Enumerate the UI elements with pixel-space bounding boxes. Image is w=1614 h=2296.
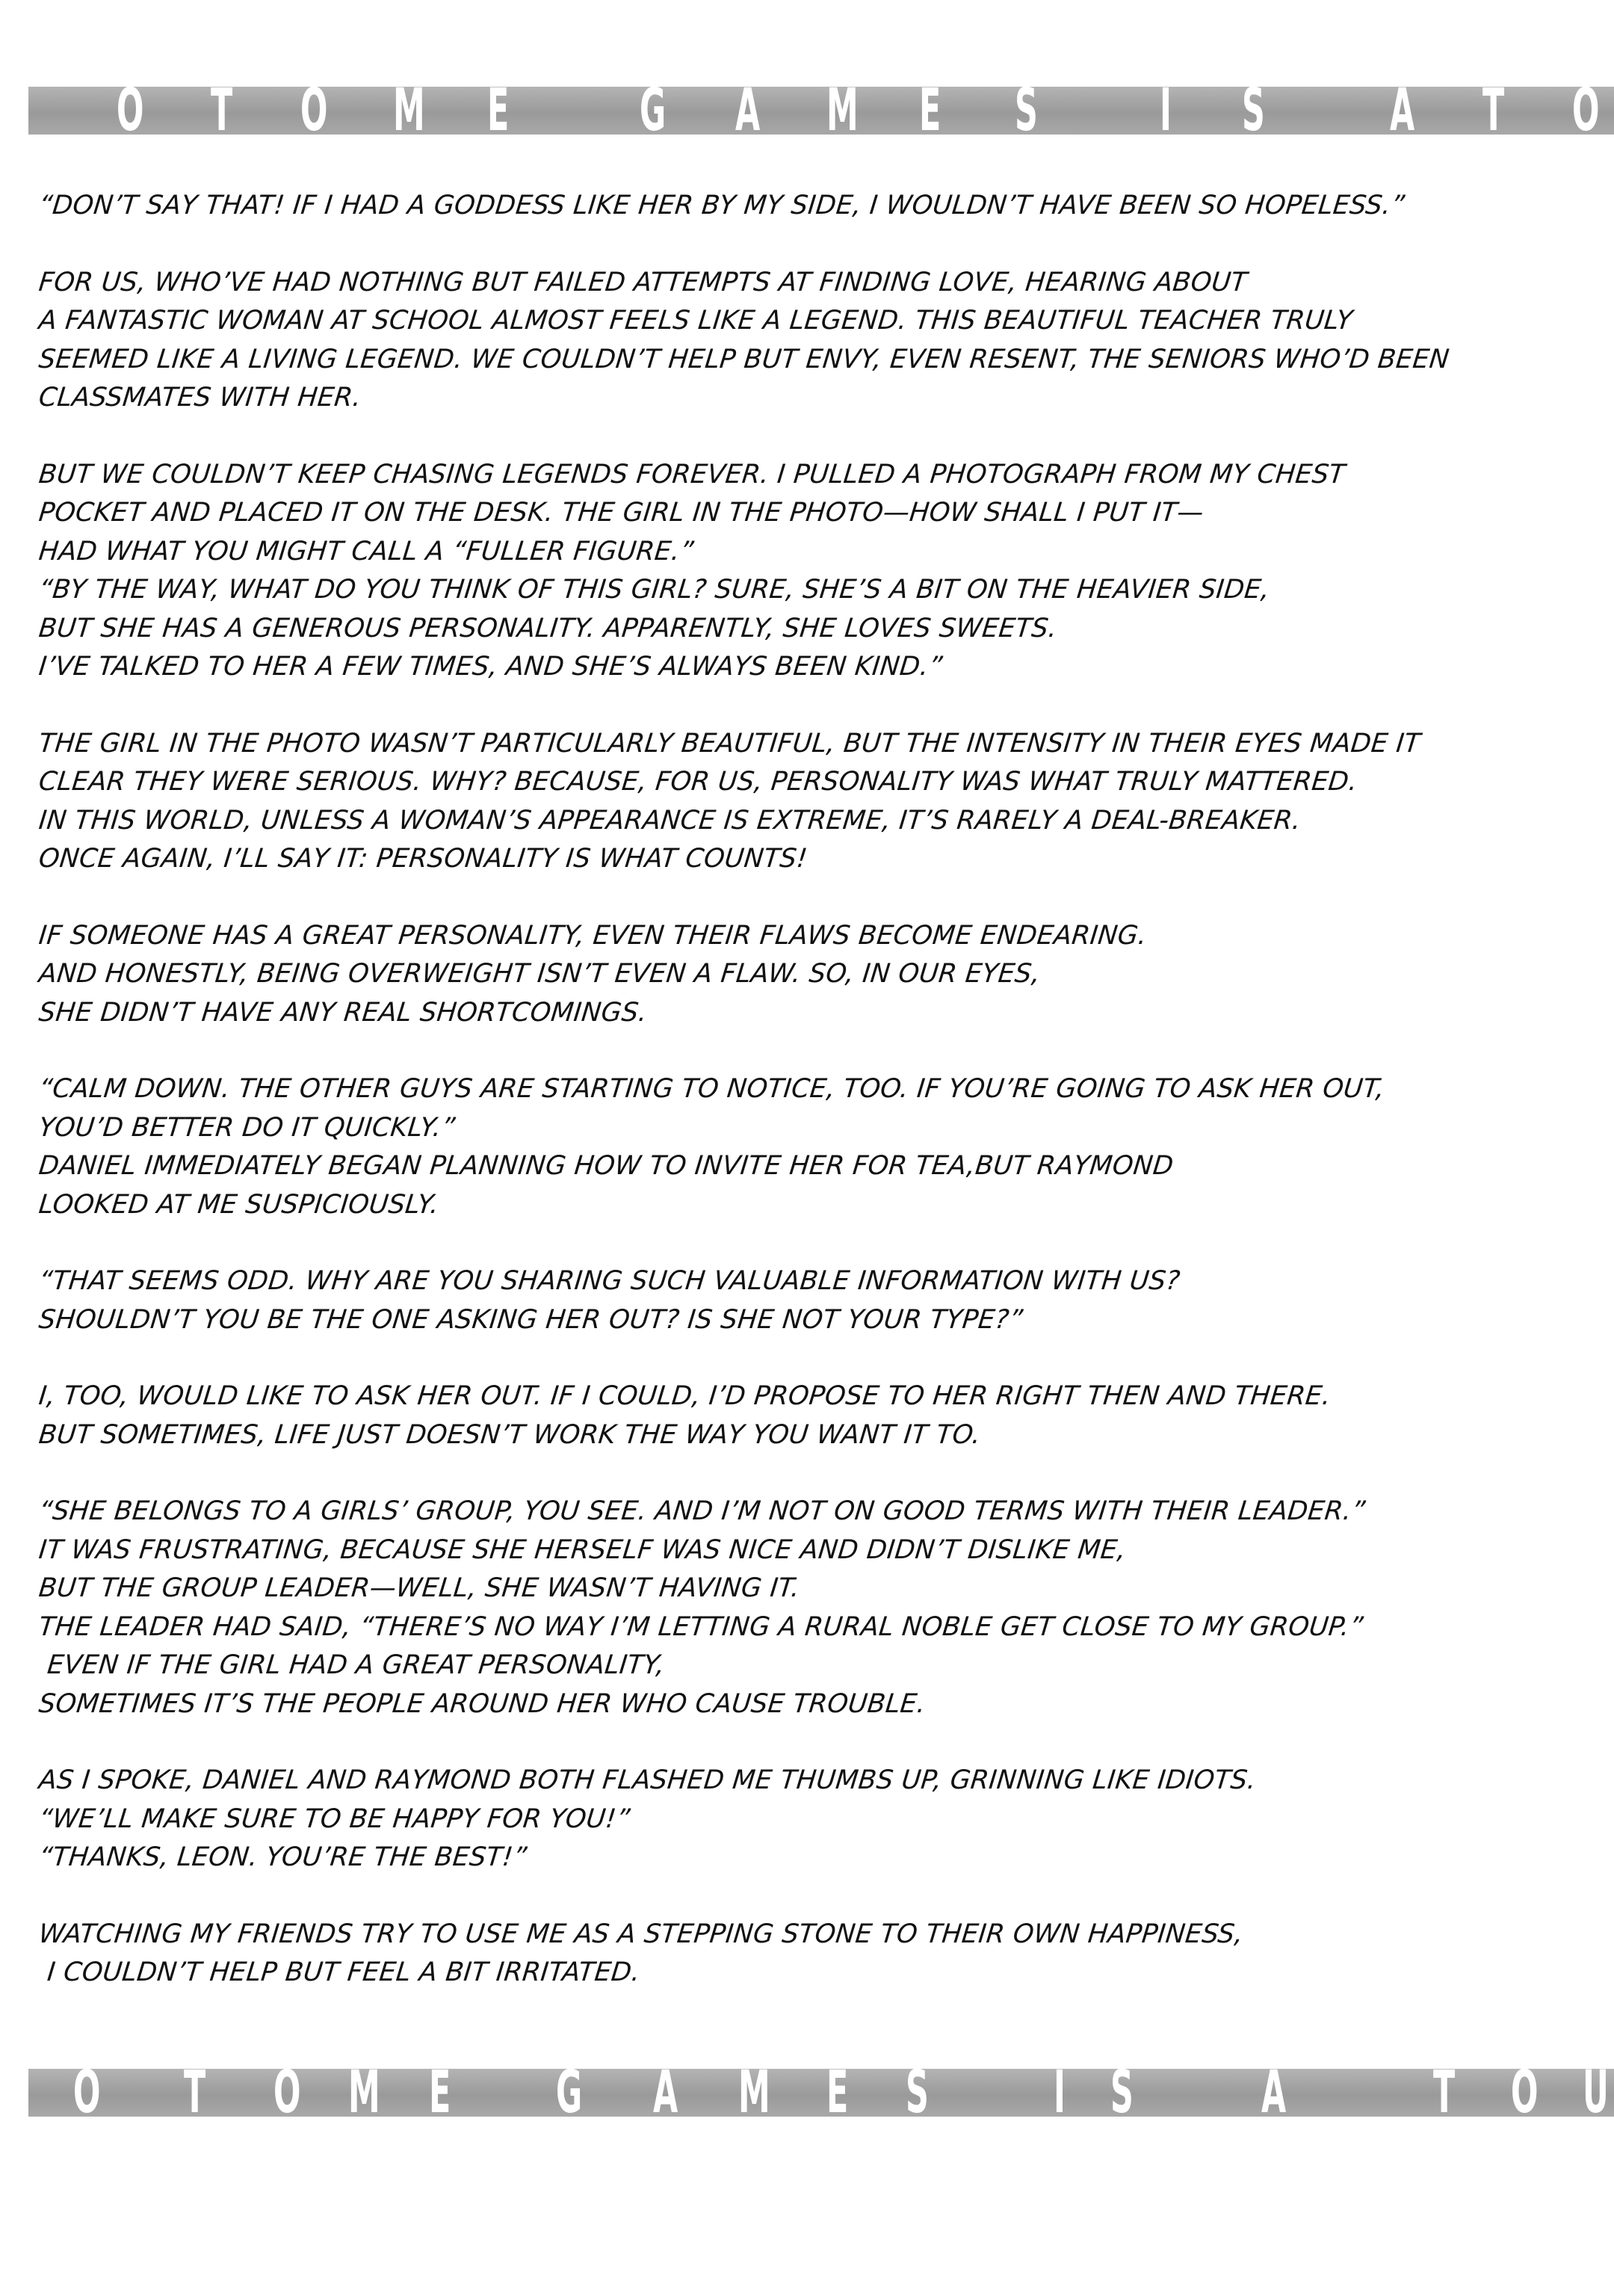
- paragraph: [39, 1493, 1593, 1723]
- banner-letter: S: [906, 2069, 929, 2117]
- text-line: SHE DIDN’T HAVE ANY REAL SHORTCOMINGS.: [37, 997, 649, 1028]
- banner-letter: S: [1242, 87, 1265, 135]
- text-line: DANIEL IMMEDIATELY BEGAN PLANNING HOW TO INVITE HER FOR TEA,BUT RAYMOND: [37, 1151, 1175, 1181]
- banner-letter: U: [1583, 2069, 1609, 2117]
- paragraph: [39, 1262, 1593, 1339]
- text-line: THE LEADER HAD SAID, “THERE’S NO WAY I’M LETTING A RURAL NOBLE GET CLOSE TO MY GROUP.”: [37, 1611, 1365, 1642]
- banner-letter: A: [1261, 2069, 1287, 2117]
- banner-letter: M: [738, 2069, 770, 2117]
- text-line: BUT WE COULDN’T KEEP CHASING LEGENDS FOREVER. I PULLED A PHOTOGRAPH FROM MY CHEST: [37, 459, 1347, 490]
- text-line: BUT THE GROUP LEADER—WELL, SHE WASN’T HAVING IT.: [37, 1573, 802, 1603]
- banner-letter: M: [348, 2069, 380, 2117]
- paragraph: [39, 725, 1593, 879]
- text-line: I COULDN’T HELP BUT FEEL A BIT IRRITATED.: [37, 1957, 642, 1987]
- text-line: LOOKED AT ME SUSPICIOUSLY.: [37, 1189, 441, 1220]
- banner-letter: M: [393, 87, 425, 135]
- text-line: AND HONESTLY, BEING OVERWEIGHT ISN’T EVEN A FLAW. SO, IN OUR EYES,: [37, 959, 1042, 989]
- header-banner: [28, 87, 1614, 135]
- banner-letter: S: [1015, 87, 1038, 135]
- banner-letter: O: [117, 87, 144, 135]
- paragraph: [39, 187, 1593, 226]
- text-line: HAD WHAT YOU MIGHT CALL A “FULLER FIGURE.”: [37, 536, 696, 567]
- paragraph: [39, 1916, 1593, 1993]
- banner-letter: E: [429, 2069, 451, 2117]
- text-line: “BY THE WAY, WHAT DO YOU THINK OF THIS GIRL? SURE, SHE’S A BIT ON THE HEAVIER SIDE,: [37, 575, 1272, 605]
- paragraph: [39, 1070, 1593, 1224]
- banner-letter: O: [300, 87, 328, 135]
- text-line: BUT SHE HAS A GENEROUS PERSONALITY. APPARENTLY, SHE LOVES SWEETS.: [37, 613, 1059, 644]
- text-line: I’VE TALKED TO HER A FEW TIMES, AND SHE’S ALWAYS BEEN KIND.”: [37, 652, 944, 682]
- text-line: “CALM DOWN. THE OTHER GUYS ARE STARTING TO NOTICE, TOO. IF YOU’RE GOING TO ASK HER OUT,: [37, 1074, 1386, 1104]
- text-line: “WE’LL MAKE SURE TO BE HAPPY FOR YOU!”: [37, 1803, 632, 1834]
- text-line: I, TOO, WOULD LIKE TO ASK HER OUT. IF I COULD, I’D PROPOSE TO HER RIGHT THEN AND THERE.: [37, 1381, 1332, 1411]
- paragraph: [39, 917, 1593, 1033]
- banner-letter: T: [211, 87, 233, 135]
- paragraph: [39, 1762, 1593, 1877]
- paragraph: [39, 264, 1593, 418]
- text-line: AS I SPOKE, DANIEL AND RAYMOND BOTH FLASHED ME THUMBS UP, GRINNING LIKE IDIOTS.: [37, 1765, 1258, 1795]
- paragraph: [39, 1377, 1593, 1454]
- text-line: CLEAR THEY WERE SERIOUS. WHY? BECAUSE, FOR US, PERSONALITY WAS WHAT TRULY MATTERED.: [37, 767, 1359, 797]
- banner-letter: I: [1054, 2069, 1066, 2117]
- text-line: POCKET AND PLACED IT ON THE DESK. THE GIRL IN THE PHOTO—HOW SHALL I PUT IT—: [37, 498, 1205, 528]
- banner-letter: G: [556, 2069, 583, 2117]
- banner-letter: A: [1390, 87, 1415, 135]
- text-line: CLASSMATES WITH HER.: [37, 383, 363, 413]
- text-line: “THAT SEEMS ODD. WHY ARE YOU SHARING SUCH VALUABLE INFORMATION WITH US?: [37, 1266, 1182, 1296]
- paragraph: [39, 456, 1593, 687]
- text-line: WATCHING MY FRIENDS TRY TO USE ME AS A STEPPING STONE TO THEIR OWN HAPPINESS,: [37, 1919, 1245, 1949]
- text-line: YOU’D BETTER DO IT QUICKLY.”: [37, 1112, 457, 1143]
- banner-letter: O: [73, 2069, 101, 2117]
- text-line: SOMETIMES IT’S THE PEOPLE AROUND HER WHO CAUSE TROUBLE.: [37, 1688, 927, 1719]
- text-line: EVEN IF THE GIRL HAD A GREAT PERSONALITY,: [37, 1650, 667, 1680]
- banner-letter: O: [273, 2069, 301, 2117]
- banner-letter: E: [919, 87, 942, 135]
- banner-letter: M: [826, 87, 859, 135]
- text-line: A FANTASTIC WOMAN AT SCHOOL ALMOST FEELS LIKE A LEGEND. THIS BEAUTIFUL TEACHER TRULY: [37, 306, 1355, 336]
- text-line: BUT SOMETIMES, LIFE JUST DOESN’T WORK THE WAY YOU WANT IT TO.: [37, 1419, 983, 1450]
- text-line: IT WAS FRUSTRATING, BECAUSE SHE HERSELF WAS NICE AND DIDN’T DISLIKE ME,: [37, 1534, 1128, 1565]
- text-line: SEEMED LIKE A LIVING LEGEND. WE COULDN’T HELP BUT ENVY, EVEN RESENT, THE SENIORS WHO’D BEEN: [37, 344, 1451, 374]
- banner-letter: I: [1160, 87, 1172, 135]
- banner-letter: E: [487, 87, 510, 135]
- footer-banner: [28, 2069, 1614, 2117]
- banner-letter: T: [184, 2069, 206, 2117]
- text-line: “THANKS, LEON. YOU’RE THE BEST!”: [37, 1842, 528, 1872]
- banner-letter: A: [735, 87, 761, 135]
- text-line: IN THIS WORLD, UNLESS A WOMAN’S APPEARANCE IS EXTREME, IT’S RARELY A DEAL-BREAKER.: [37, 805, 1302, 836]
- article-body: [39, 187, 1593, 2031]
- banner-letter: A: [653, 2069, 678, 2117]
- text-line: FOR US, WHO’VE HAD NOTHING BUT FAILED ATTEMPTS AT FINDING LOVE, HEARING ABOUT: [37, 267, 1249, 297]
- text-line: “SHE BELONGS TO A GIRLS’ GROUP, YOU SEE. AND I’M NOT ON GOOD TERMS WITH THEIR LEADER.”: [37, 1496, 1367, 1526]
- banner-letter: G: [640, 87, 667, 135]
- banner-letter: T: [1433, 2069, 1456, 2117]
- text-line: ONCE AGAIN, I’LL SAY IT: PERSONALITY IS WHAT COUNTS!: [37, 844, 809, 874]
- text-line: SHOULDN’T YOU BE THE ONE ASKING HER OUT? IS SHE NOT YOUR TYPE?”: [37, 1304, 1024, 1335]
- text-line: IF SOMEONE HAS A GREAT PERSONALITY, EVEN THEIR FLAWS BECOME ENDEARING.: [37, 920, 1148, 951]
- banner-letter: O: [1572, 87, 1600, 135]
- banner-letter: O: [1511, 2069, 1539, 2117]
- banner-letter: E: [826, 2069, 849, 2117]
- banner-letter: T: [1482, 87, 1505, 135]
- text-line: THE GIRL IN THE PHOTO WASN’T PARTICULARLY BEAUTIFUL, BUT THE INTENSITY IN THEIR EYES MADE IT: [37, 728, 1422, 759]
- text-line: “DON’T SAY THAT! IF I HAD A GODDESS LIKE HER BY MY SIDE, I WOULDN’T HAVE BEEN SO HOPELESS.”: [37, 191, 1406, 220]
- banner-letter: S: [1110, 2069, 1134, 2117]
